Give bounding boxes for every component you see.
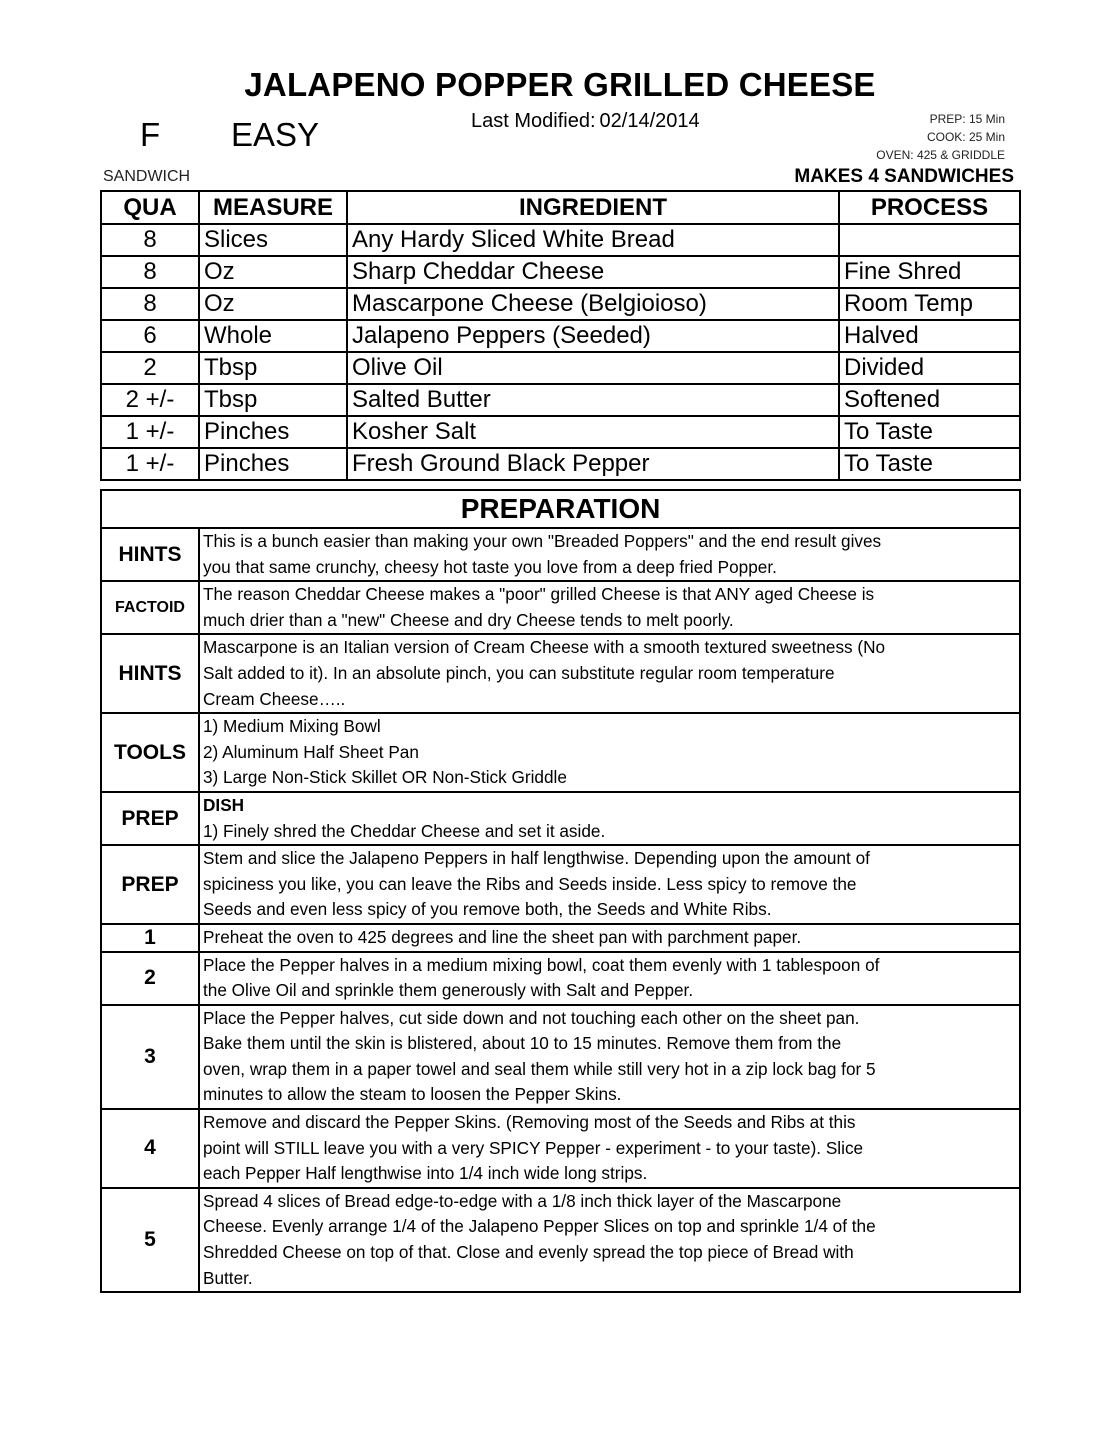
recipe-yield: MAKES 4 SANDWICHES xyxy=(794,166,1014,187)
ingredient-name: Salted Butter xyxy=(347,384,839,416)
preparation-text-line: Preheat the oven to 425 degrees and line the sheet pan with parchment paper. xyxy=(203,926,802,947)
preparation-step-text xyxy=(199,1188,1020,1292)
preparation-step-label: FACTOID xyxy=(101,581,199,634)
column-header-process: PROCESS xyxy=(839,191,1020,224)
preparation-text-line: Butter. xyxy=(203,1267,253,1288)
preparation-row xyxy=(101,792,1020,845)
preparation-text-line: Mascarpone is an Italian version of Cream Cheese with a smooth textured sweetness (No xyxy=(203,637,886,658)
recipe-title: JALAPENO POPPER GRILLED CHEESE xyxy=(244,66,876,103)
preparation-text-line: Cream Cheese….. xyxy=(203,688,346,709)
preparation-table xyxy=(100,489,1021,1293)
last-modified xyxy=(467,110,700,133)
preparation-step-text xyxy=(199,792,1020,845)
preparation-text-line: spiciness you like, you can leave the Ribs and Seeds inside. Less spicy to remove the xyxy=(203,873,857,894)
preparation-row xyxy=(101,634,1020,713)
preparation-text-line: 1) Finely shred the Cheddar Cheese and set it aside. xyxy=(203,820,606,841)
table-row xyxy=(101,416,1020,448)
column-header-ingredient: INGREDIENT xyxy=(347,191,839,224)
preparation-step-label: 3 xyxy=(101,1005,199,1109)
preparation-title: PREPARATION xyxy=(101,490,1020,528)
preparation-text-line: much drier than a "new" Cheese and dry Cheese tends to melt poorly. xyxy=(203,609,734,630)
ingredient-measure: Slices xyxy=(199,224,347,256)
preparation-text-line: Bake them until the skin is blistered, about 10 to 15 minutes. Remove them from the xyxy=(203,1033,842,1054)
preparation-row xyxy=(101,845,1020,924)
preparation-step-label: HINTS xyxy=(101,634,199,713)
preparation-row xyxy=(101,1005,1020,1109)
ingredient-process: Room Temp xyxy=(839,288,1020,320)
preparation-step-text xyxy=(199,528,1020,581)
ingredient-name: Mascarpone Cheese (Belgioioso) xyxy=(347,288,839,320)
oven-setting: OVEN: 425 & GRIDDLE xyxy=(876,148,1005,162)
ingredient-measure: Tbsp xyxy=(199,352,347,384)
preparation-step-text xyxy=(199,1109,1020,1188)
last-modified-date: 02/14/2014 xyxy=(599,110,700,132)
ingredient-measure: Pinches xyxy=(199,416,347,448)
ingredient-process: Divided xyxy=(839,352,1020,384)
table-row xyxy=(101,448,1020,480)
preparation-row xyxy=(101,952,1020,1005)
preparation-step-text xyxy=(199,952,1020,1005)
ingredient-process: To Taste xyxy=(839,448,1020,480)
preparation-step-label: 4 xyxy=(101,1109,199,1188)
ingredient-qua: 2 +/- xyxy=(101,384,199,416)
preparation-row xyxy=(101,924,1020,952)
preparation-text-line: Seeds and even less spicy of you remove both, the Seeds and White Ribs. xyxy=(203,899,772,920)
recipe-category: SANDWICH xyxy=(103,168,191,185)
preparation-step-text xyxy=(199,1005,1020,1109)
ingredient-measure: Oz xyxy=(199,256,347,288)
ingredient-qua: 8 xyxy=(101,224,199,256)
preparation-text-line: Salt added to it). In an absolute pinch, you can substitute regular room temperature xyxy=(203,662,835,683)
preparation-step-label: TOOLS xyxy=(101,713,199,792)
preparation-text-line: 2) Aluminum Half Sheet Pan xyxy=(203,741,419,762)
preparation-text-line: Cheese. Evenly arrange 1/4 of the Jalapeno Pepper Slices on top and sprinkle 1/4 of the xyxy=(203,1216,876,1237)
preparation-row xyxy=(101,581,1020,634)
preparation-text-line: each Pepper Half lengthwise into 1/4 inch wide long strips. xyxy=(203,1163,648,1184)
ingredient-qua: 8 xyxy=(101,288,199,320)
preparation-step-label: 5 xyxy=(101,1188,199,1292)
table-row xyxy=(101,288,1020,320)
ingredient-measure: Oz xyxy=(199,288,347,320)
table-row xyxy=(101,224,1020,256)
prep-time: PREP: 15 Min xyxy=(929,112,1005,126)
table-row xyxy=(101,352,1020,384)
ingredient-qua: 1 +/- xyxy=(101,416,199,448)
ingredient-qua: 2 xyxy=(101,352,199,384)
ingredient-name: Any Hardy Sliced White Bread xyxy=(347,224,839,256)
preparation-text-line: Spread 4 slices of Bread edge-to-edge with a 1/8 inch thick layer of the Mascarpone xyxy=(203,1190,842,1211)
ingredient-qua: 1 +/- xyxy=(101,448,199,480)
preparation-text-line: oven, wrap them in a paper towel and seal them while still very hot in a zip lock bag for 5 xyxy=(203,1058,876,1079)
preparation-text-line: This is a bunch easier than making your own "Breaded Poppers" and the end result gives xyxy=(203,531,882,551)
preparation-text-line: 3) Large Non-Stick Skillet OR Non-Stick Griddle xyxy=(203,767,567,788)
column-header-qua: QUA xyxy=(101,191,199,224)
preparation-text-line: minutes to allow the steam to loosen the Pepper Skins. xyxy=(203,1084,622,1105)
preparation-text-line: Place the Pepper halves, cut side down and not touching each other on the sheet pan. xyxy=(203,1007,860,1028)
preparation-text-line: point will STILL leave you with a very SPICY Pepper - experiment - to your taste). Slice xyxy=(203,1137,864,1158)
preparation-step-text xyxy=(199,713,1020,792)
ingredient-qua: 8 xyxy=(101,256,199,288)
table-row xyxy=(101,384,1020,416)
preparation-row xyxy=(101,1188,1020,1292)
ingredient-name: Fresh Ground Black Pepper xyxy=(347,448,839,480)
preparation-text-line: the Olive Oil and sprinkle them generously with Salt and Pepper. xyxy=(203,980,694,1001)
preparation-step-label: HINTS xyxy=(101,528,199,581)
ingredient-name: Kosher Salt xyxy=(347,416,839,448)
cook-time: COOK: 25 Min xyxy=(926,130,1005,144)
preparation-text-line: Stem and slice the Jalapeno Peppers in half lengthwise. Depending upon the amount of xyxy=(203,848,870,869)
ingredient-process: To Taste xyxy=(839,416,1020,448)
ingredient-measure: Tbsp xyxy=(199,384,347,416)
ingredients-table xyxy=(100,190,1021,481)
preparation-step-label: PREP xyxy=(101,845,199,924)
ingredient-measure: Pinches xyxy=(199,448,347,480)
ingredient-process: Softened xyxy=(839,384,1020,416)
preparation-text-line: you that same crunchy, cheesy hot taste you love from a deep fried Popper. xyxy=(203,556,777,577)
preparation-row xyxy=(101,528,1020,581)
preparation-step-label: 1 xyxy=(101,924,199,952)
preparation-header-row xyxy=(101,490,1020,528)
ingredient-name: Olive Oil xyxy=(347,352,839,384)
preparation-step-text xyxy=(199,634,1020,713)
table-row xyxy=(101,320,1020,352)
preparation-step-label: PREP xyxy=(101,792,199,845)
last-modified-label: Last Modified: xyxy=(471,110,596,132)
ingredient-process xyxy=(839,224,1020,256)
preparation-step-label: 2 xyxy=(101,952,199,1005)
category-letter: F xyxy=(140,116,161,153)
ingredient-name: Sharp Cheddar Cheese xyxy=(347,256,839,288)
preparation-text-line: 1) Medium Mixing Bowl xyxy=(203,716,381,737)
preparation-row xyxy=(101,1109,1020,1188)
ingredient-process: Halved xyxy=(839,320,1020,352)
preparation-text-line: Place the Pepper halves in a medium mixing bowl, coat them evenly with 1 tablespoon of xyxy=(203,954,880,975)
ingredient-name: Jalapeno Peppers (Seeded) xyxy=(347,320,839,352)
ingredient-qua: 6 xyxy=(101,320,199,352)
ingredients-header-row xyxy=(101,191,1020,224)
time-info xyxy=(876,110,1005,164)
preparation-step-text xyxy=(199,924,1020,952)
table-row xyxy=(101,256,1020,288)
ingredient-process: Fine Shred xyxy=(839,256,1020,288)
preparation-step-text xyxy=(199,581,1020,634)
preparation-text-line: Shredded Cheese on top of that. Close and evenly spread the top piece of Bread with xyxy=(203,1242,854,1263)
difficulty-label: EASY xyxy=(231,116,320,153)
preparation-step-text xyxy=(199,845,1020,924)
preparation-text-line: Remove and discard the Pepper Skins. (Removing most of the Seeds and Ribs at this xyxy=(203,1112,856,1133)
column-header-measure: MEASURE xyxy=(199,191,347,224)
preparation-text-line: The reason Cheddar Cheese makes a "poor" grilled Cheese is that ANY aged Cheese is xyxy=(203,584,875,605)
preparation-step-heading: DISH xyxy=(203,794,245,815)
preparation-row xyxy=(101,713,1020,792)
ingredient-measure: Whole xyxy=(199,320,347,352)
